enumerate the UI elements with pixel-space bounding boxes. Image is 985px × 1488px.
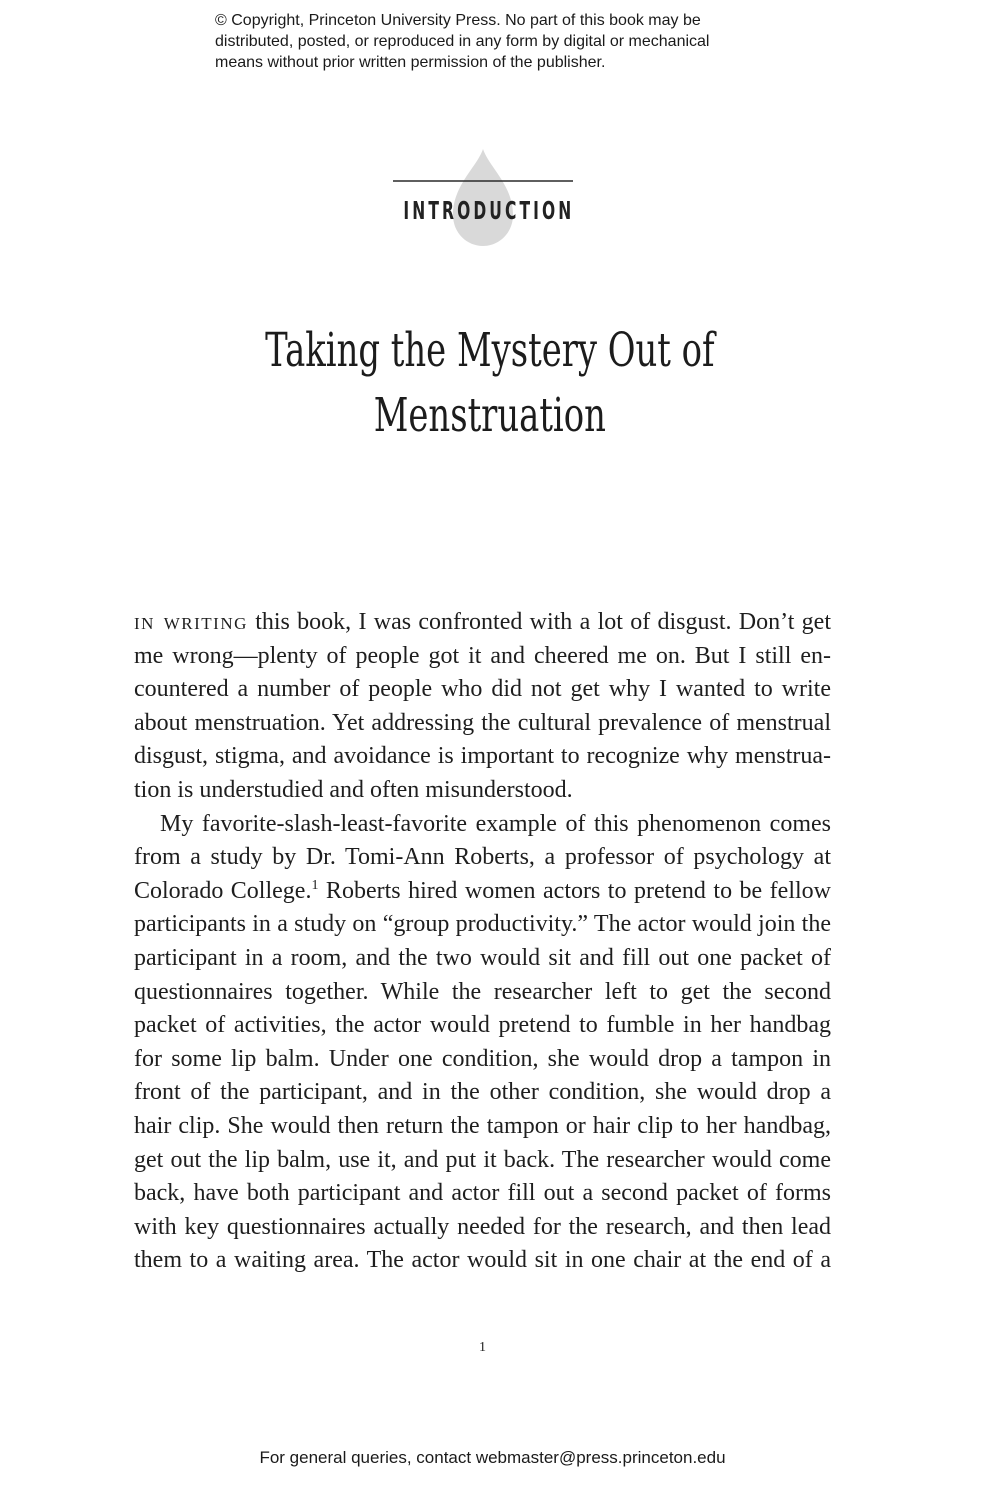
paragraph-line: about menstruation. Yet addressing the cultural prevalence of menstrual xyxy=(134,709,831,736)
paragraph-line: back, have both participant and actor fill out a second packet of forms xyxy=(134,1180,831,1207)
body-text xyxy=(134,606,831,1278)
paragraph-line: participants in a study on “group productivity.” The actor would join the xyxy=(134,911,831,938)
paragraph-text: this book, I was confronted with a lot of disgust. Don’t get xyxy=(247,609,831,635)
copyright-notice xyxy=(215,10,815,73)
paragraph-line: me wrong—plenty of people got it and cheered me on. But I still en- xyxy=(134,642,831,669)
page-number: 1 xyxy=(479,1340,486,1355)
chapter-label: INTRODUCTION xyxy=(403,196,575,225)
paragraph-line: for some lip balm. Under one condition, she would drop a tampon in xyxy=(134,1045,831,1072)
paragraph-line xyxy=(134,606,831,640)
paragraph-text: Colorado College. xyxy=(134,877,312,904)
paragraph-line: tion is understudied and often misunderstood. xyxy=(134,776,573,803)
paragraph-line: countered a number of people who did not get why I wanted to write xyxy=(134,676,831,703)
paragraph-line: participant in a room, and the two would sit and fill out one packet of xyxy=(134,944,831,971)
chapter-title-line: Taking the Mystery Out of xyxy=(265,323,715,378)
copyright-line: means without prior written permission of the publisher. xyxy=(215,54,606,71)
paragraph-line: from a study by Dr. Tomi-Ann Roberts, a professor of psychology at xyxy=(134,844,831,871)
paragraph-line: packet of activities, the actor would pretend to fumble in her handbag xyxy=(134,1012,831,1039)
paragraph-line: disgust, stigma, and avoidance is important to recognize why menstrua- xyxy=(134,743,831,770)
paragraph-line: front of the participant, and in the other condition, she would drop a xyxy=(134,1079,831,1106)
paragraph-line: questionnaires together. While the researcher left to get the second xyxy=(134,978,831,1005)
paragraph-line: get out the lip balm, use it, and put it back. The researcher would come xyxy=(134,1146,831,1173)
paragraph-line: with key questionnaires actually needed for the research, and then lead xyxy=(134,1213,831,1240)
paragraph-line: them to a waiting area. The actor would sit in one chair at the end of a xyxy=(134,1247,831,1274)
footer-note: For general queries, contact webmaster@press.princeton.edu xyxy=(259,1448,726,1467)
paragraph-line xyxy=(134,875,831,909)
footnote-reference[interactable]: 1 xyxy=(311,877,319,893)
lead-in-smallcaps: in writing xyxy=(134,609,248,635)
paragraph-text: Roberts hired women actors to pretend to be fellow xyxy=(318,877,831,904)
paragraph-line: My favorite-slash-least-favorite example of this phenomenon comes xyxy=(160,810,831,837)
copyright-line: distributed, posted, or reproduced in any form by digital or mechanical xyxy=(215,33,710,50)
copyright-line: © Copyright, Princeton University Press. No part of this book may be xyxy=(215,12,701,29)
chapter-title-line: Menstruation xyxy=(373,388,606,443)
chapter-title xyxy=(0,318,985,448)
paragraph-line: hair clip. She would then return the tampon or hair clip to her handbag, xyxy=(134,1112,831,1139)
